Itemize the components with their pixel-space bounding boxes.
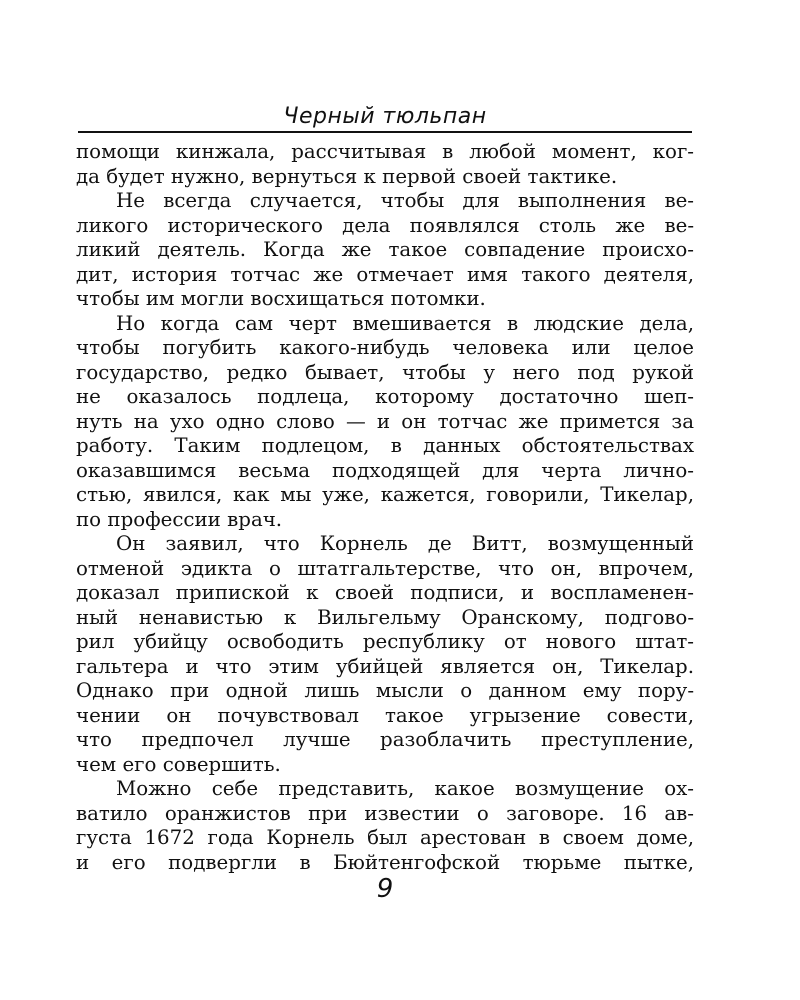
text-line: Можно себе представить, какое возмущение ох- (116, 777, 694, 800)
text-line: не оказалось подлеца, которому достаточно шеп- (76, 385, 694, 408)
text-line: отменой эдикта о штатгальтерстве, что он, впрочем, (76, 556, 694, 580)
text-line: густа 1672 года Корнель был арестован в своем доме, (76, 826, 694, 849)
paragraph (76, 532, 694, 777)
text-line: ликого исторического дела появлялся столь же ве- (76, 213, 694, 237)
text-line: помощи кинжала, рассчитывая в любой момент, ког- (76, 140, 694, 163)
text-line: чтобы погубить какого-нибудь человека или целое (76, 336, 694, 359)
text-line: нуть на ухо одно слово — и он тотчас же примется за (76, 409, 694, 433)
paragraph (76, 140, 694, 189)
running-head-title: Черный тюльпан (283, 104, 487, 129)
text-line: Он заявил, что Корнель де Витт, возмущенный (116, 532, 694, 555)
body-text (76, 140, 694, 875)
paragraph (76, 189, 694, 312)
text-line: стью, явился, как мы уже, кажется, говорили, Тикелар, (76, 483, 694, 506)
text-line: дит, история тотчас же отмечает имя такого деятеля, (76, 262, 694, 286)
text-line: работу. Таким подлецом, в данных обстоятельствах (76, 434, 694, 457)
text-line: ватило оранжистов при известии о заговоре. 16 ав- (76, 801, 694, 825)
text-line: да будет нужно, вернуться к первой своей тактике. (76, 164, 618, 188)
text-line: чтобы им могли восхищаться потомки. (76, 287, 486, 310)
text-line: Однако при одной лишь мысли о данном ему пору- (76, 679, 694, 702)
text-line: гальтера и что этим убийцей является он, Тикелар. (76, 654, 694, 678)
paragraph (76, 312, 694, 533)
text-line: оказавшимся весьма подходящей для черта лично- (76, 458, 694, 482)
text-line: Не всегда случается, чтобы для выполнения ве- (116, 189, 694, 212)
text-line: государство, редко бывает, чтобы у него под рукой (76, 360, 694, 384)
page-number: 9 (376, 874, 394, 904)
header-rule (78, 131, 692, 133)
text-line: что предпочел лучше разоблачить преступление, (76, 728, 694, 751)
text-line: ликий деятель. Когда же такое совпадение происхо- (76, 238, 694, 261)
text-line: чем его совершить. (76, 752, 281, 776)
text-line: Но когда сам черт вмешивается в людские дела, (116, 311, 694, 335)
text-line: по профессии врач. (76, 507, 283, 531)
paragraph (76, 777, 694, 875)
text-line: доказал припиской к своей подписи, и воспламенен- (76, 581, 694, 604)
text-line: и его подвергли в Бюйтенгофской тюрьме пытке, (76, 850, 694, 874)
text-line: чении он почувствовал такое угрызение совести, (76, 703, 694, 727)
text-line: ный ненавистью к Вильгельму Оранскому, подгово- (76, 605, 694, 629)
text-line: рил убийцу освободить республику от нового штат- (76, 630, 694, 653)
